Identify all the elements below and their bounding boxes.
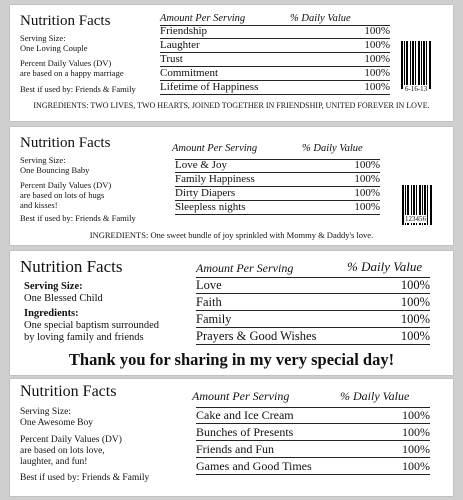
nutrient-row bbox=[160, 53, 390, 67]
nutrition-label-baby bbox=[10, 127, 453, 245]
nutrient-row bbox=[160, 25, 390, 39]
ingredients-text: INGREDIENTS: TWO LIVES, TWO HEARTS, JOINED TOGETHER IN FRIENDSHIP, UNITED FOREVER IN LOVE. bbox=[33, 101, 430, 110]
nutrient-row bbox=[196, 407, 430, 424]
nutrient-value: 100% bbox=[402, 408, 430, 422]
nutrient-row bbox=[196, 311, 430, 328]
nutrient-value: 100% bbox=[402, 459, 430, 473]
nutrient-name: Bunches of Presents bbox=[196, 425, 294, 439]
best-if-used-by: Best if used by: Friends & Family bbox=[20, 213, 136, 223]
nutrient-row bbox=[160, 81, 390, 95]
nutrient-name: Dirty Diapers bbox=[175, 187, 236, 199]
nutrient-name: Love & Joy bbox=[175, 159, 227, 171]
label-title: Nutrition Facts bbox=[20, 135, 111, 151]
nutrient-name: Sleepless nights bbox=[175, 201, 246, 213]
serving-size-label: Serving Size: bbox=[20, 407, 71, 417]
nutrient-value: 100% bbox=[354, 187, 380, 199]
label-title: Nutrition Facts bbox=[20, 383, 117, 400]
dv-text: Percent Daily Values (DV) bbox=[20, 58, 112, 68]
nutrient-row bbox=[175, 201, 380, 215]
ingredients-line-2: by loving family and friends bbox=[24, 332, 144, 343]
thank-you-message: Thank you for sharing in my very special day! bbox=[68, 350, 395, 369]
serving-size-value: One Bouncing Baby bbox=[20, 165, 90, 175]
nutrition-label-baptism bbox=[10, 251, 453, 375]
amount-per-serving-header: Amount Per Serving bbox=[196, 261, 294, 275]
nutrient-row bbox=[160, 39, 390, 53]
nutrient-name: Friends and Fun bbox=[196, 442, 274, 456]
nutrient-row bbox=[196, 277, 430, 294]
nutrient-name: Laughter bbox=[160, 39, 200, 51]
serving-size-label: Serving Size: bbox=[24, 281, 83, 292]
daily-value-header: % Daily Value bbox=[302, 143, 363, 154]
nutrition-label-boy bbox=[10, 379, 453, 496]
dv-text-3: and kisses! bbox=[20, 200, 58, 210]
dv-text-2: are based on a happy marriage bbox=[20, 68, 124, 78]
nutrient-name: Family bbox=[196, 312, 232, 326]
barcode-icon bbox=[401, 41, 431, 89]
nutrient-value: 100% bbox=[400, 278, 430, 292]
ingredients-text: INGREDIENTS: One sweet bundle of joy sprinkled with Mommy & Daddy's love. bbox=[89, 230, 374, 240]
nutrient-name: Faith bbox=[196, 295, 222, 309]
nutrient-name: Prayers & Good Wishes bbox=[196, 329, 317, 343]
label-title: Nutrition Facts bbox=[20, 257, 123, 276]
nutrient-value: 100% bbox=[364, 25, 390, 37]
serving-size-value: One Awesome Boy bbox=[20, 418, 94, 428]
amount-per-serving-header: Amount Per Serving bbox=[192, 389, 290, 403]
nutrition-label-couple bbox=[10, 5, 453, 121]
dv-text-2: are based on lots love, bbox=[20, 446, 105, 456]
nutrient-value: 100% bbox=[354, 201, 380, 213]
ingredients-label: Ingredients: bbox=[24, 308, 79, 319]
nutrient-row bbox=[196, 441, 430, 458]
nutrient-value: 100% bbox=[354, 173, 380, 185]
nutrient-name: Commitment bbox=[160, 67, 219, 79]
nutrient-value: 100% bbox=[364, 67, 390, 79]
nutrient-row bbox=[175, 173, 380, 187]
serving-size-label: Serving Size: bbox=[20, 33, 66, 43]
daily-value-header: % Daily Value bbox=[340, 389, 410, 403]
best-if-used-by: Best if used by: Friends & Family bbox=[20, 473, 150, 483]
amount-per-serving-header: Amount Per Serving bbox=[160, 13, 246, 24]
ingredients-line-1: One special baptism surrounded bbox=[24, 320, 160, 331]
daily-value-header: % Daily Value bbox=[290, 13, 351, 24]
nutrient-row bbox=[175, 187, 380, 201]
nutrient-name: Trust bbox=[160, 53, 183, 65]
nutrient-name: Family Happiness bbox=[175, 173, 255, 185]
nutrient-name: Lifetime of Happiness bbox=[160, 81, 259, 93]
dv-text-2: are based on lots of hugs bbox=[20, 190, 105, 200]
dv-text: Percent Daily Values (DV) bbox=[20, 180, 112, 190]
nutrient-value: 100% bbox=[364, 81, 390, 93]
nutrient-name: Games and Good Times bbox=[196, 459, 312, 473]
nutrient-row bbox=[196, 328, 430, 345]
nutrient-value: 100% bbox=[402, 425, 430, 439]
nutrient-row bbox=[196, 424, 430, 441]
barcode-number: 6-16-13 bbox=[405, 85, 428, 93]
nutrient-value: 100% bbox=[400, 312, 430, 326]
best-if-used-by: Best if used by: Friends & Family bbox=[20, 84, 136, 94]
nutrient-row bbox=[160, 67, 390, 81]
serving-size-value: One Blessed Child bbox=[24, 293, 103, 304]
nutrient-value: 100% bbox=[354, 159, 380, 171]
nutrient-value: 100% bbox=[364, 39, 390, 51]
dv-text: Percent Daily Values (DV) bbox=[20, 435, 122, 445]
nutrient-value: 100% bbox=[402, 442, 430, 456]
nutrient-row bbox=[196, 294, 430, 311]
nutrient-name: Cake and Ice Cream bbox=[196, 408, 294, 422]
nutrient-value: 100% bbox=[400, 329, 430, 343]
nutrient-row bbox=[175, 159, 380, 173]
nutrient-name: Friendship bbox=[160, 25, 208, 37]
serving-size-label: Serving Size: bbox=[20, 155, 66, 165]
nutrient-value: 100% bbox=[400, 295, 430, 309]
amount-per-serving-header: Amount Per Serving bbox=[172, 143, 258, 154]
label-title: Nutrition Facts bbox=[20, 13, 111, 29]
barcode-number: 123456 bbox=[405, 215, 426, 223]
dv-text-3: laughter, and fun! bbox=[20, 457, 88, 467]
nutrient-name: Love bbox=[196, 278, 222, 292]
nutrient-row bbox=[196, 458, 430, 475]
daily-value-header: % Daily Value bbox=[347, 259, 423, 274]
serving-size-value: One Loving Couple bbox=[20, 43, 88, 53]
nutrient-value: 100% bbox=[364, 53, 390, 65]
